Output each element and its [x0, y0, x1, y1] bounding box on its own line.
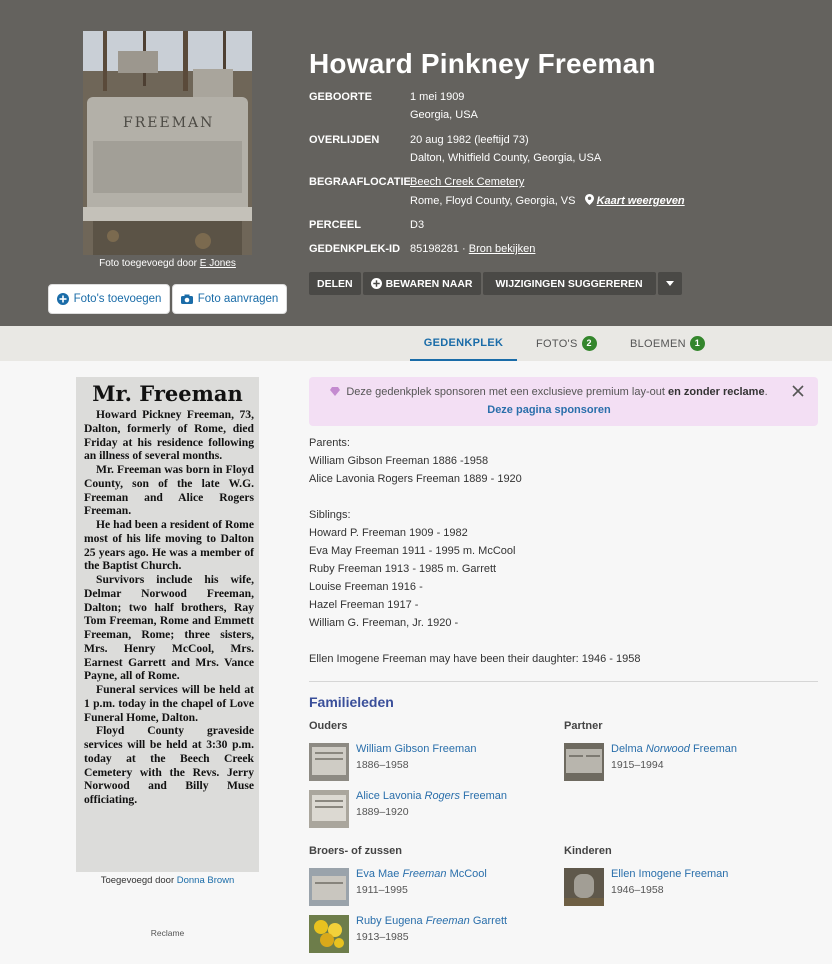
death-label: OVERLIJDEN — [309, 134, 380, 146]
memorial-id: 85198281 — [410, 243, 459, 255]
death-date: 20 aug 1982 (leeftijd 73) — [410, 134, 529, 146]
member-name-link[interactable]: William Gibson Freeman — [356, 743, 477, 755]
clipping-body — [84, 408, 254, 807]
family-member-card[interactable] — [309, 743, 549, 783]
bio-line: Ellen Imogene Freeman may have been their daughter: 1946 - 1958 — [309, 653, 641, 665]
burial-label: BEGRAAFLOCATIE — [309, 176, 411, 188]
person-name: Howard Pinkney Freeman — [309, 48, 656, 79]
family-member-card[interactable] — [564, 743, 804, 783]
burial-place-row — [410, 194, 685, 207]
memorial-header — [0, 0, 832, 326]
memorial-id-row — [410, 243, 535, 255]
action-bar — [309, 272, 682, 295]
bio-line: William Gibson Freeman 1886 -1958 — [309, 455, 489, 467]
map-pin-icon — [585, 194, 594, 205]
burial-cemetery-wrap — [410, 176, 524, 188]
suggest-edits-button[interactable]: WIJZIGINGEN SUGGEREREN — [483, 272, 656, 295]
photo-credit-user-link[interactable]: E Jones — [199, 258, 236, 269]
headstone-image — [83, 31, 252, 255]
plot-value: D3 — [410, 219, 425, 231]
member-dates: 1913–1985 — [356, 931, 409, 943]
add-photos-button[interactable]: Foto's toevoegen — [48, 284, 170, 314]
view-source-link[interactable]: Bron bekijken — [468, 243, 536, 255]
camera-icon — [181, 293, 193, 305]
plus-circle-icon — [57, 293, 69, 305]
member-name-link[interactable]: Ellen Imogene Freeman — [611, 868, 729, 880]
sponsor-banner — [309, 377, 818, 426]
member-headstone-thumb — [564, 743, 604, 781]
tab-memorial[interactable]: GEDENKPLEK — [410, 326, 517, 361]
obituary-clipping[interactable] — [76, 377, 259, 872]
show-map-link[interactable]: Kaart weergeven — [596, 195, 685, 207]
bio-line: Ruby Freeman 1913 - 1985 m. Garrett — [309, 563, 497, 575]
sponsor-page-link[interactable]: Deze pagina sponsoren — [487, 404, 611, 416]
member-dates: 1911–1995 — [356, 884, 408, 896]
bio-line: Siblings: — [309, 509, 351, 521]
clipping-paragraph: Howard Pickney Freeman, 73, Dalton, formerly of Rome, died Friday at his residence following an illness of several months. — [84, 408, 254, 463]
bio-line: Howard P. Freeman 1909 - 1982 — [309, 527, 468, 539]
plus-circle-icon — [371, 278, 382, 289]
flowers-count-badge: 1 — [690, 336, 705, 351]
bio-line: Alice Lavonia Rogers Freeman 1889 - 1920 — [309, 473, 522, 485]
member-headstone-thumb — [309, 868, 349, 906]
clipping-paragraph: Funeral services will be held at 1 p.m. today in the chapel of Love Funeral Home, Dalton. — [84, 683, 254, 724]
memorial-id-label: GEDENKPLEK-ID — [309, 243, 401, 255]
member-name-link[interactable]: Alice Lavonia Rogers Freeman — [356, 790, 508, 802]
death-place: Dalton, Whitfield County, Georgia, USA — [410, 152, 602, 164]
tab-photos[interactable]: FOTO'S 2 — [536, 326, 597, 361]
gravestone-inscription: FREEMAN — [123, 115, 215, 131]
birth-date: 1 mei 1909 — [410, 91, 465, 103]
caret-down-icon — [666, 281, 674, 286]
member-dates: 1915–1994 — [611, 759, 664, 771]
family-member-card[interactable] — [564, 868, 804, 908]
request-photo-button[interactable]: Foto aanvragen — [172, 284, 287, 314]
burial-place: Rome, Floyd County, Georgia, VS — [410, 195, 576, 207]
birth-label: GEBOORTE — [309, 91, 372, 103]
sponsor-text: Deze gedenkplek sponsoren met een exclusieve premium lay-out en zonder reclame. — [309, 386, 789, 398]
close-x-icon — [791, 384, 805, 398]
family-member-card[interactable] — [309, 868, 549, 908]
bio-line: Eva May Freeman 1911 - 1995 m. McCool — [309, 545, 516, 557]
more-actions-button[interactable] — [658, 272, 682, 295]
member-name-link[interactable]: Ruby Eugena Freeman Garrett — [356, 915, 508, 927]
member-dates: 1946–1958 — [611, 884, 664, 896]
section-divider — [309, 681, 818, 682]
clipping-paragraph: Survivors include his wife, Delmar Norwood Freeman, Dalton; two half brothers, Ray Tom Freeman, Rome and Emmett Freeman, Rome; three sisters, Mrs. Henry McCool, Mrs. Earnest Garrett and Mrs. Vance Payne, all of Rome. — [84, 573, 254, 683]
clipping-title: Mr. Freeman — [92, 381, 243, 406]
clipping-paragraph: Floyd County graveside services will be held at 3:30 p.m. today at the Beech Creek Cemetery with the Revs. Jerry Norwood and Billy Muse officiating. — [84, 724, 254, 806]
member-headstone-thumb — [564, 868, 604, 906]
diamond-icon — [330, 387, 340, 396]
plot-label: PERCEEL — [309, 219, 361, 231]
photos-count-badge: 2 — [582, 336, 597, 351]
birth-place: Georgia, USA — [410, 109, 478, 121]
save-to-button[interactable]: BEWAREN NAAR — [363, 272, 481, 295]
clipping-credit-user-link[interactable]: Donna Brown — [176, 875, 235, 886]
bio-line — [309, 490, 809, 508]
clipping-paragraph: He had been a resident of Rome most of his life moving to Dalton 25 years ago. He was a member of the Baptist Church. — [84, 518, 254, 573]
clipping-credit: Toegevoegd door Donna Brown — [100, 875, 235, 886]
clipping-paragraph: Mr. Freeman was born in Floyd County, son of the late W.G. Freeman and Alice Rogers Freeman. — [84, 463, 254, 518]
member-headstone-thumb — [309, 790, 349, 828]
bio-line: William G. Freeman, Jr. 1920 - — [309, 617, 459, 629]
share-button[interactable]: DELEN — [309, 272, 361, 295]
photo-credit: Foto toegevoegd door E Jones — [99, 258, 236, 269]
bio-line — [309, 634, 809, 652]
member-headstone-thumb — [309, 743, 349, 781]
bio-line: Hazel Freeman 1917 - — [309, 599, 419, 611]
family-member-card[interactable] — [309, 915, 549, 955]
member-flowers-thumb — [309, 915, 349, 953]
ad-label: Reclame — [150, 928, 185, 938]
family-members-title: Familieleden — [309, 694, 394, 710]
headstone-photo[interactable] — [83, 31, 252, 255]
siblings-heading: Broers- of zussen — [309, 845, 402, 857]
children-heading: Kinderen — [564, 845, 612, 857]
member-dates: 1889–1920 — [356, 806, 409, 818]
member-name-link[interactable]: Delma Norwood Freeman — [611, 743, 737, 755]
member-dates: 1886–1958 — [356, 759, 409, 771]
member-name-link[interactable]: Eva Mae Freeman McCool — [356, 868, 487, 880]
family-member-card[interactable] — [309, 790, 549, 830]
memorial-id-separator: · — [462, 243, 466, 255]
cemetery-link[interactable]: Beech Creek Cemetery — [410, 176, 525, 188]
memorial-tabs — [0, 326, 832, 361]
close-icon[interactable] — [791, 383, 805, 401]
tab-flowers[interactable]: BLOEMEN 1 — [630, 326, 705, 361]
parents-heading: Ouders — [309, 720, 348, 732]
partner-heading: Partner — [564, 720, 603, 732]
biography — [309, 436, 809, 670]
bio-line: Parents: — [309, 437, 350, 449]
bio-line: Louise Freeman 1916 - — [309, 581, 423, 593]
